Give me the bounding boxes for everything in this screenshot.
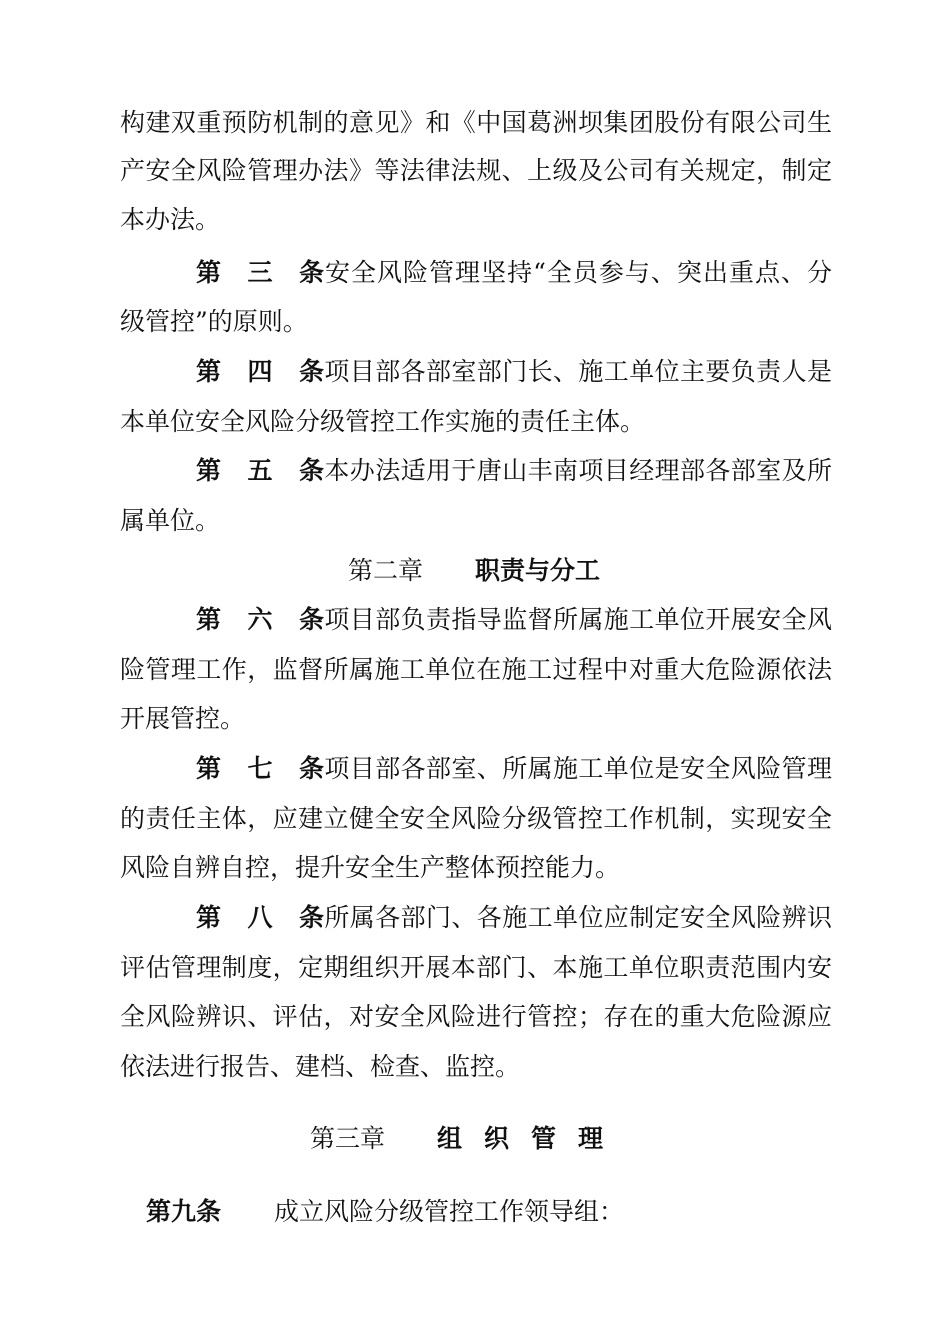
intro-line-3: 本办法。	[120, 205, 221, 234]
article-3-label: 第三条	[196, 258, 324, 287]
article-4-text-1: 项目部各部室部门长、施工单位主要负责人是	[324, 357, 832, 386]
article-5-label: 第五条	[196, 456, 324, 485]
article-3-line-1	[196, 258, 832, 288]
article-8-line-4: 依法进行报告、建档、检查、监控。	[120, 1052, 521, 1081]
article-4-line-2: 本单位安全风险分级管控工作实施的责任主体。	[120, 407, 646, 436]
article-5-line-2: 属单位。	[120, 506, 221, 535]
chapter-3-heading	[310, 1124, 625, 1154]
article-8-line-1	[196, 903, 832, 933]
article-4-label: 第四条	[196, 357, 324, 386]
article-5-line-1	[196, 456, 832, 486]
article-7-line-1	[196, 754, 832, 784]
article-9-label: 第九条	[146, 1197, 222, 1226]
article-7-label: 第七条	[196, 754, 324, 783]
article-8-label: 第八条	[196, 903, 324, 932]
article-6-line-2: 险管理工作，监督所属施工单位在施工过程中对重大危险源依法	[120, 655, 832, 684]
chapter-2-title: 职责与分工	[475, 556, 601, 585]
intro-line-2: 产安全风险管理办法》等法律法规、上级及公司有关规定，制定	[120, 156, 832, 185]
article-8-text-1: 所属各部门、各施工单位应制定安全风险辨识	[324, 903, 832, 932]
chapter-2-number: 第二章	[348, 556, 424, 585]
article-8-line-3: 全风险辨识、评估，对安全风险进行管控；存在的重大危险源应	[120, 1002, 832, 1031]
article-9-line-1	[146, 1197, 832, 1227]
article-3-text-1: 安全风险管理坚持“全员参与、突出重点、分	[324, 258, 832, 287]
article-6-label: 第六条	[196, 605, 324, 634]
chapter-3-title: 组织管理	[437, 1124, 626, 1153]
chapter-3-number: 第三章	[310, 1124, 386, 1153]
article-7-line-3: 风险自辨自控，提升安全生产整体预控能力。	[120, 853, 621, 882]
article-3-line-2: 级管控”的原则。	[120, 307, 308, 336]
article-6-line-3: 开展管控。	[120, 704, 246, 733]
article-7-text-1: 项目部各部室、所属施工单位是安全风险管理	[324, 754, 832, 783]
article-4-line-1	[196, 357, 832, 387]
article-8-line-2: 评估管理制度，定期组织开展本部门、本施工单位职责范围内安	[120, 953, 832, 982]
article-6-line-1	[196, 605, 832, 635]
article-9-text-1: 成立风险分级管控工作领导组：	[274, 1197, 625, 1226]
article-7-line-2: 的责任主体，应建立健全安全风险分级管控工作机制，实现安全	[120, 804, 832, 833]
chapter-2-heading	[348, 556, 600, 586]
intro-line-1: 构建双重预防机制的意见》和《中国葛洲坝集团股份有限公司生	[120, 108, 832, 137]
article-5-text-1: 本办法适用于唐山丰南项目经理部各部室及所	[324, 456, 832, 485]
article-6-text-1: 项目部负责指导监督所属施工单位开展安全风	[324, 605, 832, 634]
